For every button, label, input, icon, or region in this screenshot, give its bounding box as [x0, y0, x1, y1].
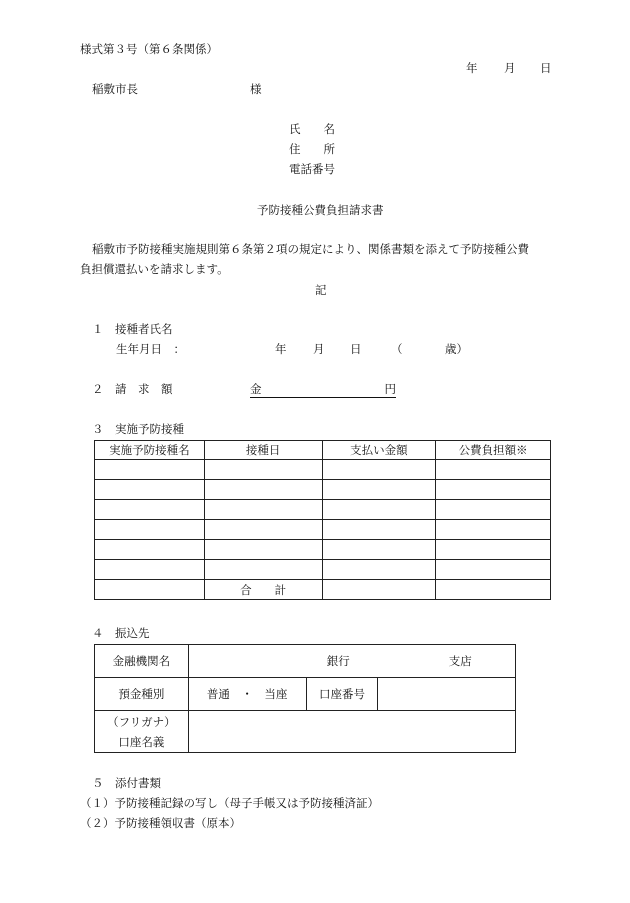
deposit-type-options[interactable]: 普通 ・ 当座 — [188, 678, 306, 711]
bank-institution-row — [95, 645, 516, 678]
account-number-label: 口座番号 — [306, 678, 378, 711]
table-cell[interactable] — [436, 500, 551, 520]
addressee-name: 稲敷市長 — [92, 82, 138, 96]
institution-label: 金融機関名 — [95, 645, 189, 678]
table-row — [95, 500, 551, 520]
form-number: 様式第３号（第６条関係） — [80, 42, 218, 56]
attachment-item: （２）予防接種領収書（原本） — [80, 816, 241, 830]
header-payment-amount: 支払い金額 — [322, 441, 436, 460]
header-public-subsidy: 公費負担額※ — [436, 441, 551, 460]
applicant-phone-label: 電話番号 — [289, 162, 335, 176]
age-close: 歳） — [445, 342, 468, 356]
bank-table — [94, 644, 516, 753]
table-cell[interactable] — [204, 480, 322, 500]
table-cell[interactable] — [322, 540, 436, 560]
dob-label: 生年月日 ： — [116, 342, 185, 356]
body-text-line-2: 負担償還払いを請求します。 — [80, 262, 229, 276]
table-cell[interactable] — [436, 480, 551, 500]
table-cell[interactable] — [436, 460, 551, 480]
institution-value-cell[interactable] — [188, 645, 515, 678]
section5-heading: ５ 添付書類 — [92, 776, 161, 790]
amount-yen: 円 — [384, 382, 396, 396]
table-row — [95, 560, 551, 580]
table-cell[interactable] — [204, 460, 322, 480]
table-cell[interactable] — [204, 560, 322, 580]
vaccination-table — [94, 440, 551, 600]
table-cell[interactable] — [95, 460, 205, 480]
table-total-row — [95, 580, 551, 600]
table-cell[interactable] — [436, 560, 551, 580]
total-payment-cell[interactable] — [322, 580, 436, 600]
table-row — [95, 540, 551, 560]
table-header-row — [95, 441, 551, 460]
total-subsidy-cell[interactable] — [436, 580, 551, 600]
table-row — [95, 520, 551, 540]
dob-day: 日 — [350, 342, 362, 356]
applicant-name-label: 氏 名 — [289, 122, 335, 136]
table-row — [95, 460, 551, 480]
table-cell[interactable] — [322, 520, 436, 540]
dob-year: 年 — [275, 342, 287, 356]
bank-holder-row — [95, 711, 516, 753]
table-cell[interactable] — [436, 520, 551, 540]
table-row — [95, 480, 551, 500]
table-cell[interactable] — [204, 500, 322, 520]
ki-marker: 記 — [315, 283, 327, 297]
section4-heading: ４ 振込先 — [92, 626, 150, 640]
table-cell[interactable] — [204, 540, 322, 560]
section2-heading: ２ 請 求 額 — [92, 382, 173, 396]
holder-label-cell — [95, 711, 189, 753]
document-title: 予防接種公費負担請求書 — [257, 203, 384, 217]
table-cell[interactable] — [436, 540, 551, 560]
section1-heading: １ 接種者氏名 — [92, 322, 173, 336]
furigana-label: （フリガナ） — [107, 714, 176, 729]
addressee-honorific: 様 — [250, 82, 262, 96]
table-cell[interactable] — [95, 520, 205, 540]
holder-value-cell[interactable] — [188, 711, 515, 753]
bank-deposit-row — [95, 678, 516, 711]
table-cell[interactable] — [95, 500, 205, 520]
table-cell[interactable] — [322, 500, 436, 520]
amount-kin: 金 — [250, 382, 262, 396]
body-text-line-1: 稲敷市予防接種実施規則第６条第２項の規定により、関係書類を添えて予防接種公費 — [92, 242, 529, 256]
table-cell[interactable] — [95, 540, 205, 560]
header-vaccination-date: 接種日 — [204, 441, 322, 460]
attachment-item: （１）予防接種記録の写し（母子手帳又は予防接種済証） — [80, 796, 379, 810]
amount-underline — [250, 384, 396, 398]
table-cell[interactable] — [95, 480, 205, 500]
holder-label: 口座名義 — [118, 734, 165, 749]
table-cell[interactable] — [95, 560, 205, 580]
deposit-type-label: 預金種別 — [95, 678, 189, 711]
section3-heading: ３ 実施予防接種 — [92, 422, 184, 436]
applicant-address-label: 住 所 — [289, 142, 335, 156]
table-cell[interactable] — [322, 560, 436, 580]
dob-month: 月 — [313, 342, 325, 356]
date-month-label: 月 — [504, 61, 516, 75]
date-year-label: 年 — [466, 61, 478, 75]
age-open-paren: （ — [391, 342, 403, 356]
table-cell[interactable] — [204, 520, 322, 540]
header-vaccination-name: 実施予防接種名 — [95, 441, 205, 460]
total-empty-cell — [95, 580, 205, 600]
table-cell[interactable] — [322, 480, 436, 500]
account-number-value[interactable] — [378, 678, 516, 711]
bank-suffix: 銀行 — [326, 654, 350, 668]
date-day-label: 日 — [540, 61, 552, 75]
branch-suffix: 支店 — [448, 654, 472, 668]
total-label: 合 計 — [204, 580, 322, 600]
table-cell[interactable] — [322, 460, 436, 480]
